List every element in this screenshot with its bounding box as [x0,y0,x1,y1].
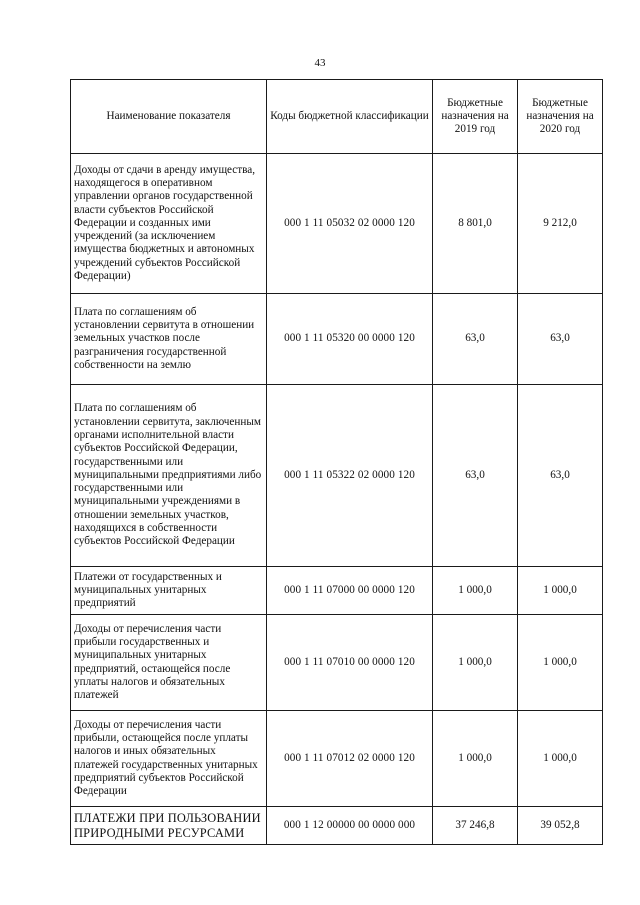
page-number: 43 [314,57,326,69]
row-name: ПЛАТЕЖИ ПРИ ПОЛЬЗОВАНИИ ПРИРОДНЫМИ РЕСУРСАМИ [71,807,267,845]
header-2019: Бюджетные назначения на 2019 год [433,80,518,154]
table-row [71,567,603,615]
row-name: Доходы от перечисления части прибыли государственных и муниципальных унитарных предприятий, остающейся после уплаты налогов и обязательных платежей [71,615,267,711]
table-row [71,385,603,567]
row-2020: 1 000,0 [518,615,603,711]
row-code: 000 1 11 05320 00 0000 120 [267,294,433,385]
row-name: Доходы от перечисления части прибыли, остающейся после уплаты налогов и иных обязательных платежей государственных унитарных предприятий субъектов Российской Федерации [71,711,267,807]
row-2020: 63,0 [518,385,603,567]
row-2020: 1 000,0 [518,567,603,615]
header-2020: Бюджетные назначения на 2020 год [518,80,603,154]
row-code: 000 1 11 05032 02 0000 120 [267,154,433,294]
row-2020: 9 212,0 [518,154,603,294]
row-2019: 63,0 [433,294,518,385]
table-header-row [71,80,603,154]
budget-table [70,79,603,845]
row-code: 000 1 11 07012 02 0000 120 [267,711,433,807]
table-row [71,294,603,385]
row-code: 000 1 12 00000 00 0000 000 [267,807,433,845]
row-2019: 37 246,8 [433,807,518,845]
table-row [71,154,603,294]
row-2020: 63,0 [518,294,603,385]
row-code: 000 1 11 05322 02 0000 120 [267,385,433,567]
table-row [71,711,603,807]
row-name: Плата по соглашениям об установлении сервитута, заключенным органами исполнительной власти субъектов Российской Федерации, государственными или муниципальными предприятиями либо государственными или муниципальными учреждениями в отношении земельных участков, находящихся в собственности субъектов Российской Федерации [71,385,267,567]
row-2019: 1 000,0 [433,711,518,807]
row-2019: 1 000,0 [433,615,518,711]
row-2019: 1 000,0 [433,567,518,615]
row-name: Платежи от государственных и муниципальных унитарных предприятий [71,567,267,615]
row-name: Плата по соглашениям об установлении сервитута в отношении земельных участков после разграничения государственной собственности на землю [71,294,267,385]
table-row [71,615,603,711]
row-2020: 39 052,8 [518,807,603,845]
table-row [71,807,603,845]
row-code: 000 1 11 07010 00 0000 120 [267,615,433,711]
row-2019: 63,0 [433,385,518,567]
row-name: Доходы от сдачи в аренду имущества, находящегося в оперативном управлении органов государственной власти субъектов Российской Федерации и созданных ими учреждений (за исключением имущества бюджетных и автономных учреждений субъектов Российской Федерации) [71,154,267,294]
row-2019: 8 801,0 [433,154,518,294]
row-2020: 1 000,0 [518,711,603,807]
row-code: 000 1 11 07000 00 0000 120 [267,567,433,615]
header-name: Наименование показателя [71,80,267,154]
header-code: Коды бюджетной классификации [267,80,433,154]
